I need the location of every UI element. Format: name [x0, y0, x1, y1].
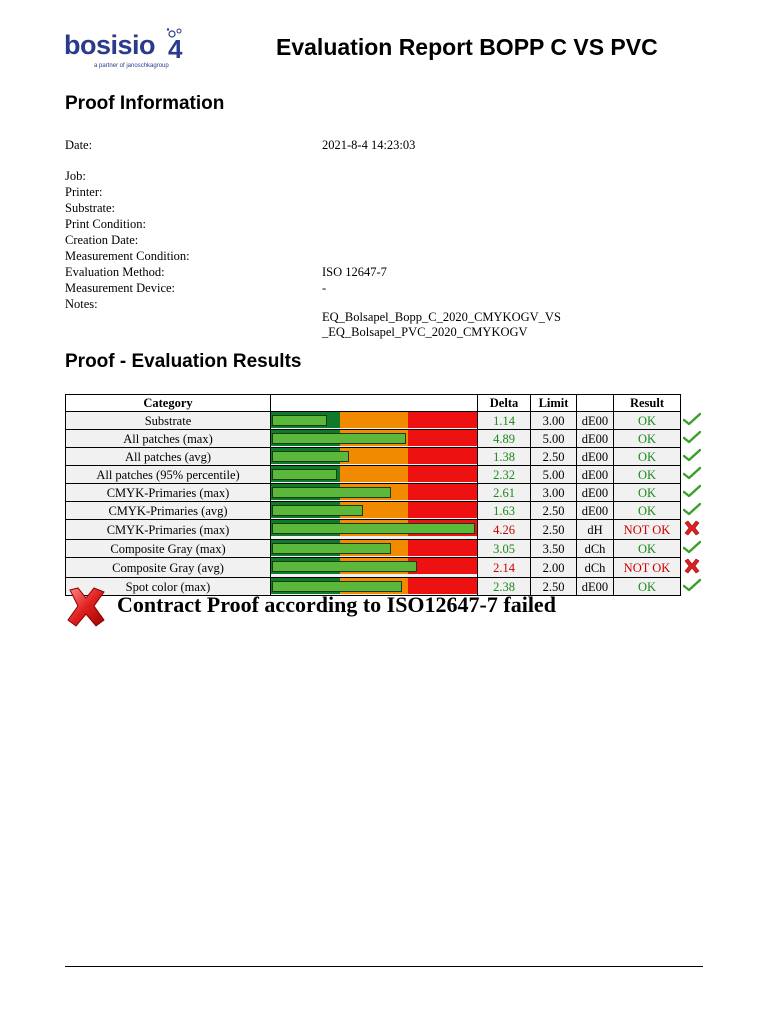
notes-line-1: EQ_Bolsapel_Bopp_C_2020_CMYKOGV_VS [322, 310, 561, 324]
category-cell: CMYK-Primaries (avg) [66, 502, 271, 520]
unit-cell: dE00 [577, 578, 614, 596]
delta-bar-cell [271, 520, 478, 540]
unit-cell: dCh [577, 540, 614, 558]
result-cell: NOT OK [614, 520, 681, 540]
limit-cell: 3.00 [531, 412, 577, 430]
bar-zone-red [408, 540, 477, 556]
info-label: Date: [65, 138, 93, 152]
header-bar [271, 395, 478, 412]
delta-cell: 1.38 [478, 448, 531, 466]
header-icon-spacer [681, 395, 704, 412]
header-limit: Limit [531, 395, 577, 412]
table-row [66, 448, 704, 466]
unit-cell: dE00 [577, 448, 614, 466]
delta-bar [272, 505, 363, 516]
delta-cell: 3.05 [478, 540, 531, 558]
header-unit [577, 395, 614, 412]
result-cell: NOT OK [614, 558, 681, 578]
delta-cell: 1.14 [478, 412, 531, 430]
results-table-wrapper [65, 394, 704, 596]
info-value: - [322, 281, 327, 295]
delta-cell: 2.32 [478, 466, 531, 484]
bar-zone-red [408, 448, 477, 464]
info-label: Measurement Device: [65, 281, 176, 295]
category-cell: Spot color (max) [66, 578, 271, 596]
delta-bar-cell [271, 448, 478, 466]
result-cell: OK [614, 412, 681, 430]
limit-cell: 3.50 [531, 540, 577, 558]
unit-cell: dE00 [577, 430, 614, 448]
info-label: Job: [65, 169, 86, 183]
unit-cell: dH [577, 520, 614, 540]
bar-zone-orange [340, 412, 409, 428]
company-logo [64, 28, 204, 74]
checkmark-icon [681, 540, 704, 558]
delta-bar [272, 581, 402, 592]
result-cell: OK [614, 430, 681, 448]
delta-cell: 2.38 [478, 578, 531, 596]
unit-cell: dE00 [577, 412, 614, 430]
bar-zone-red [408, 558, 477, 574]
cross-icon [681, 520, 704, 540]
table-row [66, 520, 704, 540]
header-delta: Delta [478, 395, 531, 412]
bar-zone-red [408, 430, 477, 446]
table-row [66, 558, 704, 578]
delta-bar [272, 561, 417, 572]
delta-bar-cell [271, 484, 478, 502]
delta-bar [272, 469, 337, 480]
cross-icon [681, 558, 704, 578]
category-cell: All patches (avg) [66, 448, 271, 466]
delta-cell: 2.61 [478, 484, 531, 502]
logo-tagline: a partner of janoschkagroup [94, 63, 169, 69]
table-row [66, 430, 704, 448]
table-header-row [66, 395, 704, 412]
result-cell: OK [614, 540, 681, 558]
result-cell: OK [614, 466, 681, 484]
verdict-text: Contract Proof according to ISO12647-7 failed [117, 592, 556, 617]
delta-cell: 1.63 [478, 502, 531, 520]
table-row [66, 484, 704, 502]
delta-bar-cell [271, 466, 478, 484]
proof-info-heading: Proof Information [65, 93, 225, 114]
table-row [66, 540, 704, 558]
info-label: Notes: [65, 297, 98, 311]
delta-bar [272, 543, 391, 554]
delta-cell: 4.89 [478, 430, 531, 448]
unit-cell: dCh [577, 558, 614, 578]
info-value: ISO 12647-7 [322, 265, 387, 279]
info-label: Measurement Condition: [65, 249, 190, 263]
checkmark-icon [681, 412, 704, 430]
delta-bar [272, 523, 475, 534]
checkmark-icon [681, 448, 704, 466]
category-cell: CMYK-Primaries (max) [66, 520, 271, 540]
delta-bar [272, 451, 349, 462]
delta-bar-cell [271, 540, 478, 558]
bar-zone-red [408, 484, 477, 500]
header-category: Category [66, 395, 271, 412]
logo-suffix: 4 [168, 34, 183, 64]
delta-bar-cell [271, 430, 478, 448]
info-label: Print Condition: [65, 217, 146, 231]
info-value: 2021-8-4 14:23:03 [322, 138, 416, 152]
limit-cell: 2.00 [531, 558, 577, 578]
delta-cell: 2.14 [478, 558, 531, 578]
red-cross-icon [64, 586, 108, 628]
category-cell: CMYK-Primaries (max) [66, 484, 271, 502]
result-cell: OK [614, 578, 681, 596]
unit-cell: dE00 [577, 484, 614, 502]
category-cell: Substrate [66, 412, 271, 430]
category-cell: All patches (95% percentile) [66, 466, 271, 484]
footer-divider [65, 966, 703, 967]
checkmark-icon [681, 430, 704, 448]
delta-bar-cell [271, 502, 478, 520]
category-cell: Composite Gray (max) [66, 540, 271, 558]
checkmark-icon [681, 466, 704, 484]
limit-cell: 5.00 [531, 466, 577, 484]
checkmark-icon [681, 484, 704, 502]
results-body [66, 412, 704, 596]
limit-cell: 3.00 [531, 484, 577, 502]
bar-zone-red [408, 502, 477, 518]
table-row [66, 412, 704, 430]
category-cell: All patches (max) [66, 430, 271, 448]
info-label: Creation Date: [65, 233, 139, 247]
table-row [66, 466, 704, 484]
report-title: Evaluation Report BOPP C VS PVC [276, 34, 658, 60]
result-cell: OK [614, 502, 681, 520]
bar-zone-orange [340, 448, 409, 464]
unit-cell: dE00 [577, 502, 614, 520]
unit-cell: dE00 [577, 466, 614, 484]
delta-bar-cell [271, 558, 478, 578]
delta-bar [272, 433, 406, 444]
result-cell: OK [614, 448, 681, 466]
checkmark-icon [681, 502, 704, 520]
logo-wordmark: bosisio [64, 30, 156, 60]
limit-cell: 5.00 [531, 430, 577, 448]
result-cell: OK [614, 484, 681, 502]
header-result: Result [614, 395, 681, 412]
limit-cell: 2.50 [531, 520, 577, 540]
bar-zone-orange [340, 466, 409, 482]
bar-zone-red [408, 466, 477, 482]
delta-bar-cell [271, 412, 478, 430]
bar-zone-red [408, 412, 477, 428]
info-label: Substrate: [65, 201, 115, 215]
info-label: Evaluation Method: [65, 265, 165, 279]
table-row [66, 502, 704, 520]
category-cell: Composite Gray (avg) [66, 558, 271, 578]
limit-cell: 2.50 [531, 578, 577, 596]
delta-cell: 4.26 [478, 520, 531, 540]
notes-line-2: _EQ_Bolsapel_PVC_2020_CMYKOGV [322, 325, 528, 339]
info-label: Printer: [65, 185, 103, 199]
delta-bar [272, 487, 391, 498]
limit-cell: 2.50 [531, 502, 577, 520]
limit-cell: 2.50 [531, 448, 577, 466]
results-table [65, 394, 704, 596]
checkmark-icon [681, 578, 704, 596]
delta-bar [272, 415, 327, 426]
results-heading: Proof - Evaluation Results [65, 351, 302, 372]
